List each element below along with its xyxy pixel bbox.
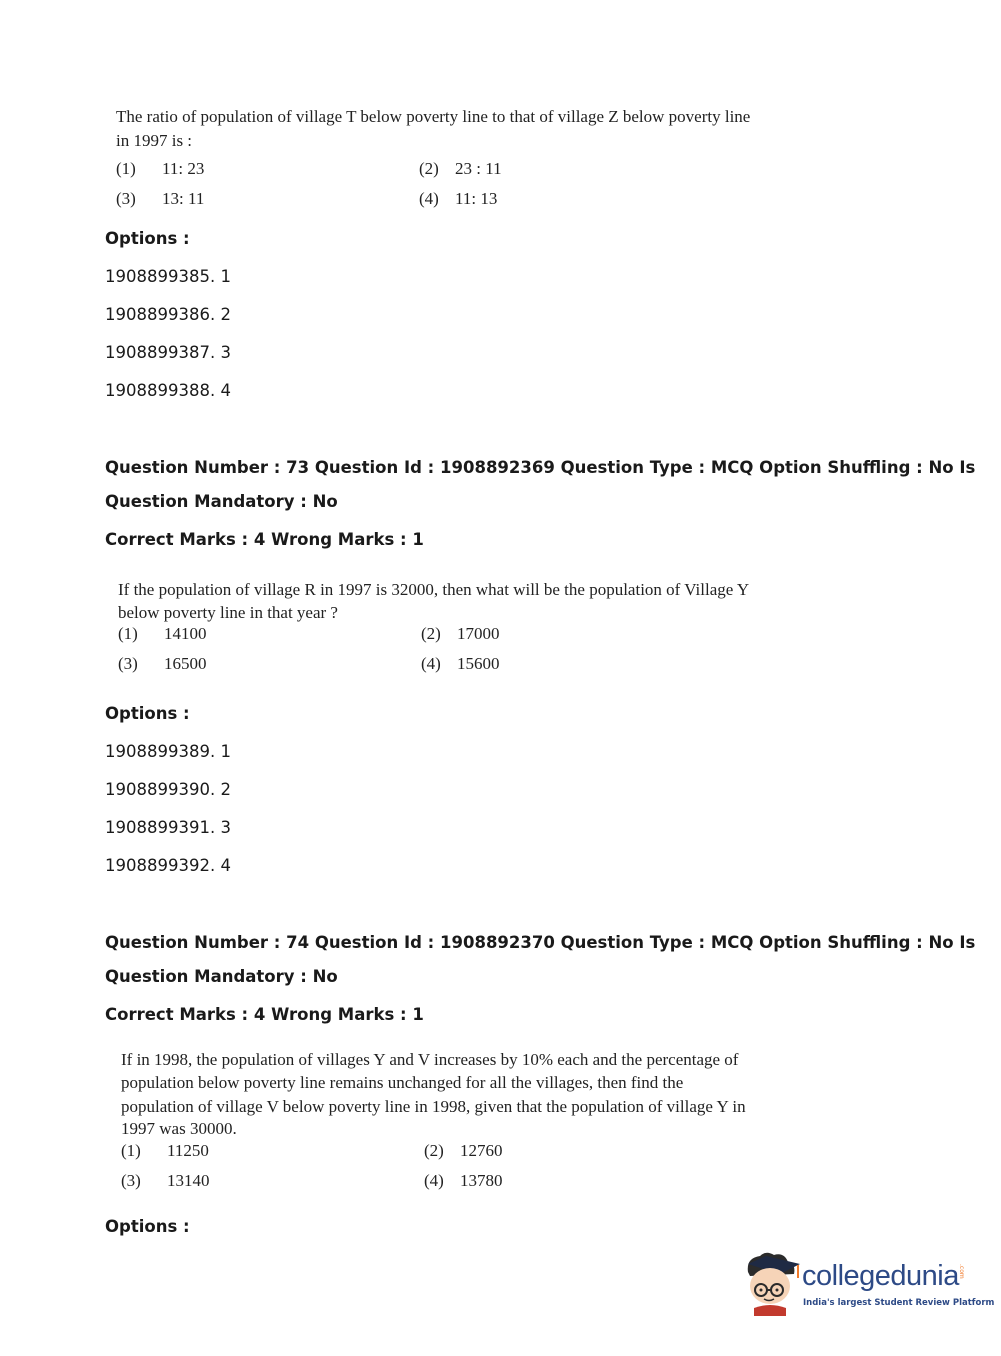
options-label: Options : [105, 1217, 190, 1236]
question-marks: Correct Marks : 4 Wrong Marks : 1 [105, 1005, 424, 1024]
option-item: 1908899387. 3 [105, 343, 231, 362]
question-marks: Correct Marks : 4 Wrong Marks : 1 [105, 530, 424, 549]
choice-4: (4) 15600 [421, 654, 500, 673]
student-mascot-icon [740, 1250, 802, 1316]
choice-1: (1) 14100 [118, 624, 207, 643]
choice-2: (2) 12760 [424, 1141, 503, 1160]
option-item: 1908899388. 4 [105, 381, 231, 400]
option-item: 1908899390. 2 [105, 780, 231, 799]
option-item: 1908899392. 4 [105, 856, 231, 875]
question-text-line: The ratio of population of village T below poverty line to that of village Z below poverty line [116, 107, 751, 126]
choice-4: (4) 11: 13 [419, 189, 498, 208]
question-72-image [116, 105, 756, 215]
choice-3: (3) 13: 11 [116, 189, 205, 208]
question-mandatory: Question Mandatory : No [105, 492, 338, 511]
question-text-line: in 1997 is : [116, 131, 193, 150]
question-mandatory: Question Mandatory : No [105, 967, 338, 986]
choice-2: (2) 23 : 11 [419, 159, 502, 178]
choice-1: (1) 11: 23 [116, 159, 205, 178]
question-74-image [121, 1048, 761, 1198]
option-item: 1908899389. 1 [105, 742, 231, 761]
collegedunia-logo [740, 1250, 995, 1320]
choice-3: (3) 13140 [121, 1171, 210, 1190]
options-label: Options : [105, 229, 190, 248]
question-text-line: If in 1998, the population of villages Y and V increases by 10% each and the percentage of [121, 1050, 739, 1069]
option-item: 1908899391. 3 [105, 818, 231, 837]
question-73-image [118, 578, 758, 678]
option-item: 1908899385. 1 [105, 267, 231, 286]
choice-1: (1) 11250 [121, 1141, 209, 1160]
option-item: 1908899386. 2 [105, 305, 231, 324]
question-text-line: If the population of village R in 1997 is 32000, then what will be the population of Village Y [118, 580, 750, 599]
question-header: Question Number : 73 Question Id : 1908892369 Question Type : MCQ Option Shuffling : No Is [105, 458, 976, 477]
choice-2: (2) 17000 [421, 624, 500, 643]
logo-tagline: India's largest Student Review Platform [803, 1298, 995, 1308]
logo-domain: .com [958, 1264, 965, 1279]
logo-wordmark: collegedunia [802, 1260, 959, 1292]
choice-3: (3) 16500 [118, 654, 207, 673]
question-text-line: below poverty line in that year ? [118, 603, 338, 622]
question-text-line: population below poverty line remains unchanged for all the villages, then find the [121, 1073, 684, 1092]
question-header: Question Number : 74 Question Id : 1908892370 Question Type : MCQ Option Shuffling : No Is [105, 933, 976, 952]
options-label: Options : [105, 704, 190, 723]
question-text-line: 1997 was 30000. [121, 1119, 237, 1138]
choice-4: (4) 13780 [424, 1171, 503, 1190]
question-text-line: population of village V below poverty line in 1998, given that the population of village Y in [121, 1097, 746, 1116]
